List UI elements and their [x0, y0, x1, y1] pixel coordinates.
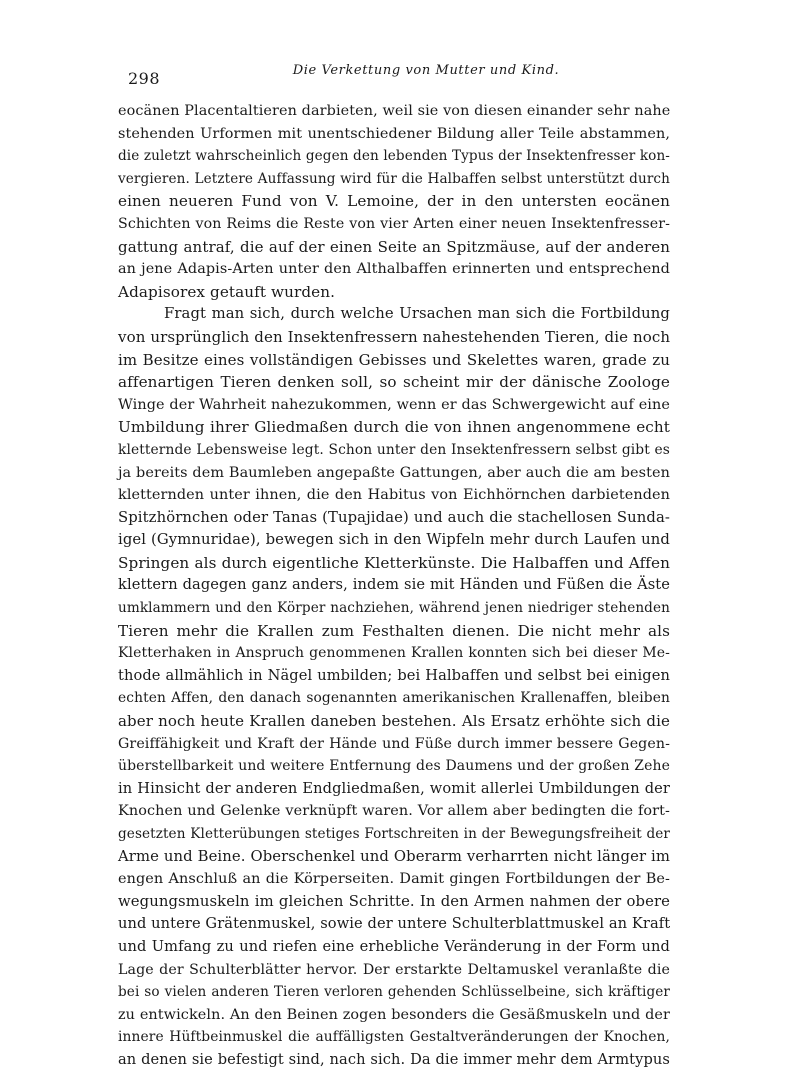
text-line: gesetzten Kletterübungen stetiges Fortschreiten in der Bewegungsfreiheit der [118, 826, 670, 842]
text-line: Arme und Beine. Oberschenkel und Oberarm verharrten nicht länger im [118, 847, 670, 865]
text-line: igel (Gymnuridae), bewegen sich in den Wipfeln mehr durch Laufen und [118, 531, 670, 549]
text-line: klettern dagegen ganz anders, indem sie mit Händen und Füßen die Äste [118, 576, 670, 594]
text-line: Knochen und Gelenke verknüpft waren. Vor allem aber bedingten die fort- [118, 803, 670, 820]
text-line: stehenden Urformen mit unentschiedener Bildung aller Teile abstammen, [118, 125, 670, 142]
text-line: Springen als durch eigentliche Kletterkünste. Die Halbaffen und Affen [118, 553, 670, 572]
text-line: kletternden unter ihnen, die den Habitus von Eichhörnchen darbietenden [118, 487, 670, 504]
text-line: Winge der Wahrheit nahezukommen, wenn er das Schwergewicht auf eine [118, 396, 670, 413]
text-line: echten Affen, den danach sogenannten amerikanischen Krallenaffen, bleiben [118, 690, 670, 707]
text-line: kletternde Lebensweise legt. Schon unter den Insektenfressern selbst gibt es [118, 441, 670, 458]
text-line: innere Hüftbeinmuskel die auffälligsten Gestaltveränderungen der Knochen, [118, 1029, 670, 1046]
text-line: Tieren mehr die Krallen zum Festhalten dienen. Die nicht mehr als [118, 621, 670, 640]
text-line: ja bereits dem Baumleben angepaßte Gattungen, aber auch die am besten [118, 464, 670, 481]
text-line: an jene Adapis-Arten unter den Althalbaffen erinnerten und entsprechend [118, 261, 670, 278]
text-line: überstellbarkeit und weitere Entfernung des Daumens und der großen Zehe [118, 758, 670, 775]
text-line: Spitzhörnchen oder Tanas (Tupajidae) und auch die stachellosen Sunda- [118, 508, 670, 526]
running-head [128, 63, 673, 87]
text-line: Adapisorex getauft wurden. [118, 282, 336, 301]
text-line: engen Anschluß an die Körperseiten. Damit gingen Fortbildungen der Be- [118, 871, 670, 888]
text-line: Lage der Schulterblätter hervor. Der erstarkte Deltamuskel veranlaßte die [118, 961, 670, 978]
text-line: gattung antraf, die auf der einen Seite an Spitzmäuse, auf der anderen [118, 237, 670, 256]
text-line: aber noch heute Krallen daneben bestehen. Als Ersatz erhöhte sich die [118, 712, 670, 731]
paragraph-2 [118, 303, 670, 1071]
text-line: umklammern und den Körper nachziehen, während jenen niedriger stehenden [118, 600, 670, 617]
text-line: Greiffähigkeit und Kraft der Hände und Füße durch immer bessere Gegen- [118, 735, 670, 752]
text-line: zu entwickeln. An den Beinen zogen besonders die Gesäßmuskeln und der [118, 1006, 670, 1023]
text-line: von ursprünglich den Insektenfressern nahestehenden Tieren, die noch [118, 327, 671, 346]
text-line: im Besitze eines vollständigen Gebisses und Skelettes waren, grade zu [118, 350, 670, 369]
page-number: 298 [128, 69, 161, 88]
text-line: Schichten von Reims die Reste von vier Arten einer neuen Insektenfresser- [118, 215, 670, 232]
paragraph-1 [118, 100, 670, 303]
running-title: Die Verkettung von Mutter und Kind. [292, 63, 560, 78]
text-line: an denen sie befestigt sind, nach sich. Da die immer mehr dem Armtypus [118, 1050, 670, 1068]
text-line: in Hinsicht der anderen Endgliedmaßen, womit allerlei Umbildungen der [118, 779, 670, 797]
text-line: bei so vielen anderen Tieren verloren gehenden Schlüsselbeine, sich kräftiger [118, 984, 670, 1001]
text-line: Fragt man sich, durch welche Ursachen man sich die Fortbildung [164, 305, 670, 323]
text-line: affenartigen Tieren denken soll, so scheint mir der dänische Zoologe [118, 373, 670, 392]
text-line: einen neueren Fund von V. Lemoine, der in den untersten eocänen [118, 192, 670, 211]
body-text [118, 100, 670, 1072]
text-line: Kletterhaken in Anspruch genommenen Krallen konnten sich bei dieser Me- [118, 645, 670, 662]
text-line: und untere Grätenmuskel, sowie der untere Schulterblattmuskel an Kraft [118, 915, 671, 933]
text-line: vergieren. Letztere Auffassung wird für die Halbaffen selbst unterstützt durch [118, 170, 670, 187]
text-line: und Umfang zu und riefen eine erhebliche Veränderung in der Form und [118, 937, 670, 955]
text-line: die zuletzt wahrscheinlich gegen den lebenden Typus der Insektenfresser kon- [118, 148, 670, 165]
text-line: eocänen Placentaltieren darbieten, weil sie von diesen einander sehr nahe [118, 103, 671, 119]
text-line: wegungsmuskeln im gleichen Schritte. In den Armen nahmen der obere [118, 892, 670, 910]
text-line: Umbildung ihrer Gliedmaßen durch die von ihnen angenommene echt [118, 418, 670, 437]
text-line: thode allmählich in Nägel umbilden; bei Halbaffen und selbst bei einigen [118, 666, 670, 684]
